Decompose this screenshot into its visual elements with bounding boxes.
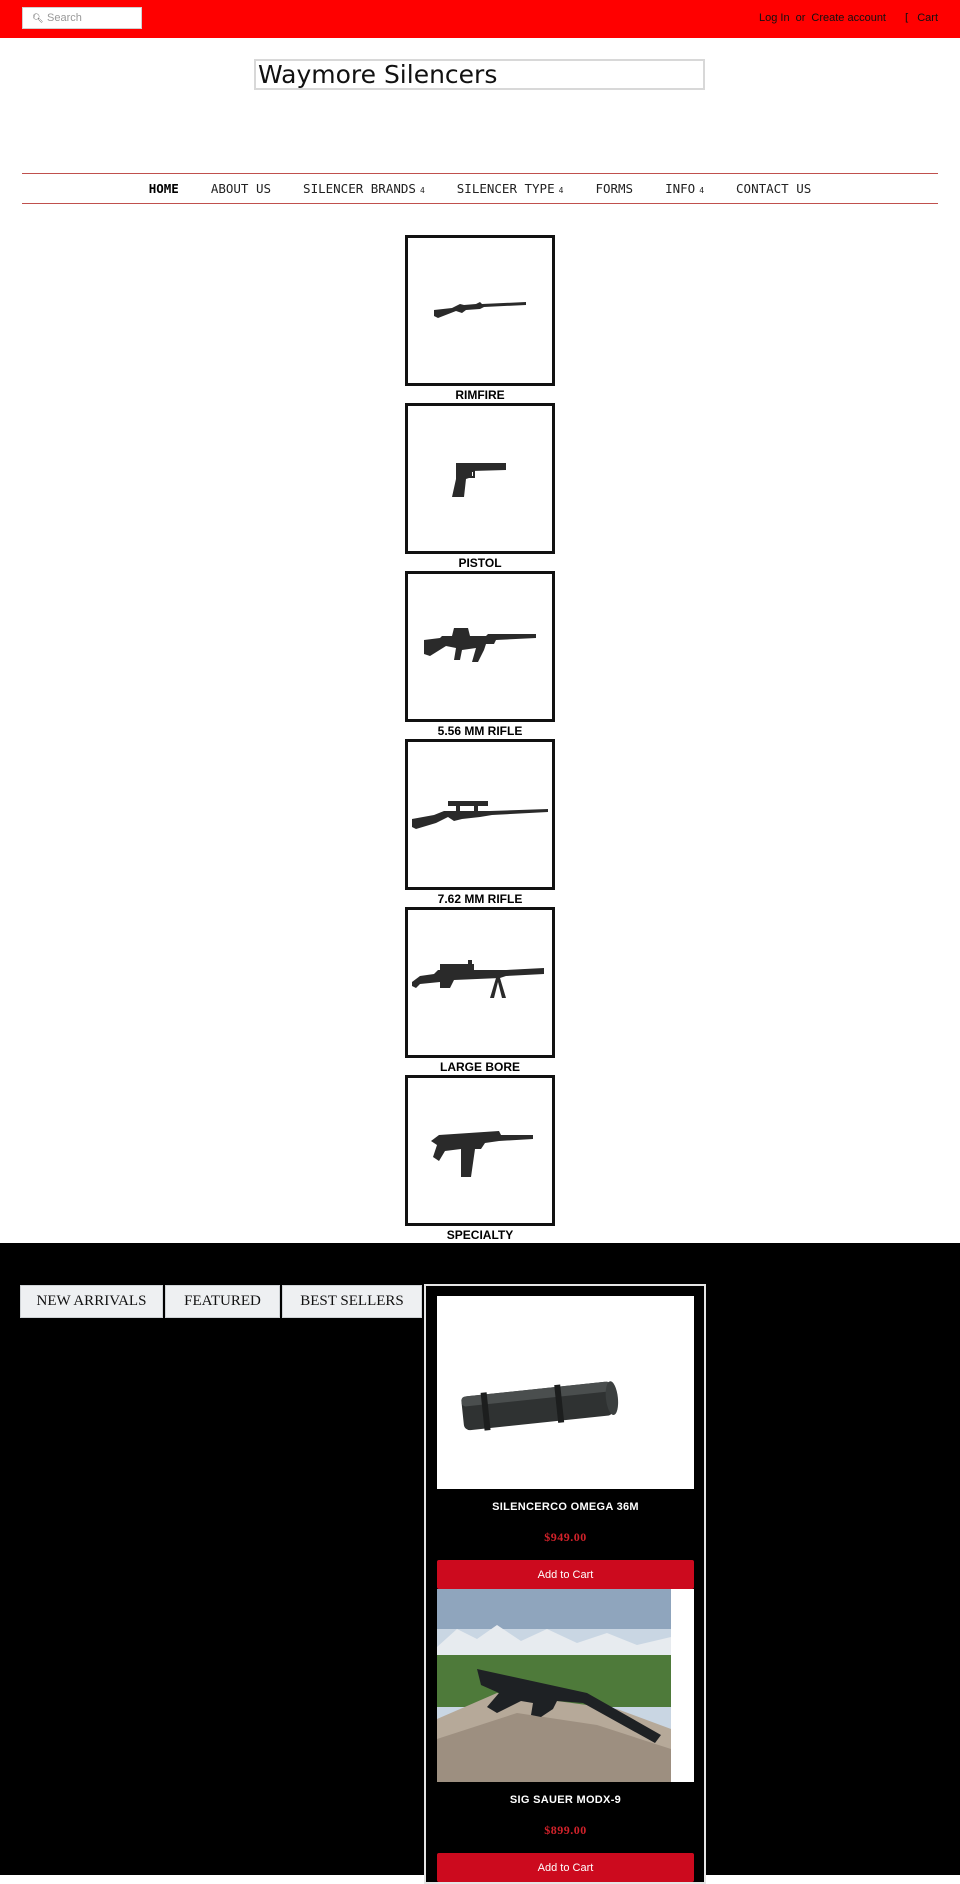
nav-item-silencer-type[interactable] <box>457 181 564 196</box>
tab-best-sellers[interactable]: BEST SELLERS <box>282 1285 422 1318</box>
nav-item-about-us[interactable] <box>211 181 271 196</box>
product-title[interactable]: SIG SAUER MODX-9 <box>509 1794 622 1806</box>
category-image-frame[interactable] <box>405 1075 555 1226</box>
product-list-panel <box>424 1284 706 1884</box>
category-label[interactable]: LARGE BORE <box>439 1060 520 1074</box>
cart-label[interactable]: Cart <box>917 12 938 24</box>
category-762-rifle[interactable] <box>405 739 555 906</box>
pistol-icon <box>450 457 510 501</box>
bolt-action-rifle-icon <box>410 797 550 833</box>
category-label[interactable]: SPECIALTY <box>446 1228 514 1242</box>
or-text: or <box>795 12 806 24</box>
category-pistol[interactable] <box>405 403 555 570</box>
ar15-rifle-icon <box>422 622 538 672</box>
nav-item-contact-us[interactable] <box>736 181 811 196</box>
top-bar <box>0 0 960 38</box>
search-box[interactable] <box>22 7 142 29</box>
silencer-product-image[interactable] <box>437 1296 694 1489</box>
login-link[interactable]: Log In <box>759 12 790 24</box>
nav-item-info[interactable] <box>665 181 704 196</box>
product-tabs <box>20 1285 424 1318</box>
search-input[interactable] <box>47 10 137 26</box>
nav-item-label[interactable]: SILENCER BRANDS <box>303 181 416 196</box>
cart-icon[interactable]: [ <box>904 11 910 24</box>
tab-new-arrivals[interactable]: NEW ARRIVALS <box>20 1285 163 1318</box>
category-label[interactable]: PISTOL <box>458 556 502 570</box>
nav-item-home[interactable] <box>149 181 179 196</box>
pistol-on-rock-product-image[interactable] <box>437 1589 694 1782</box>
rimfire-rifle-icon <box>432 296 528 326</box>
dropdown-caret-icon: 4 <box>558 186 564 195</box>
category-image-frame[interactable] <box>405 571 555 722</box>
category-label[interactable]: 7.62 MM RIFLE <box>437 892 523 906</box>
category-label[interactable]: 5.56 MM RIFLE <box>437 724 523 738</box>
product-title[interactable]: SILENCERCO OMEGA 36M <box>492 1501 639 1513</box>
main-nav <box>22 173 938 204</box>
silencer-image-graphic <box>437 1296 694 1489</box>
nav-item-label[interactable]: ABOUT US <box>210 181 272 196</box>
account-links <box>759 12 886 24</box>
category-image-frame[interactable] <box>405 403 555 554</box>
nav-item-silencer-brands[interactable] <box>303 181 425 196</box>
nav-item-label[interactable]: INFO <box>665 181 696 196</box>
nav-item-forms[interactable] <box>595 181 633 196</box>
create-account-link[interactable]: Create account <box>811 12 886 24</box>
product-price: $949.00 <box>544 1530 587 1544</box>
submachine-gun-icon <box>425 1121 535 1181</box>
nav-item-label[interactable]: CONTACT US <box>736 181 812 196</box>
add-to-cart-button[interactable]: Add to Cart <box>437 1560 694 1589</box>
product-card <box>437 1296 694 1589</box>
tab-featured[interactable]: FEATURED <box>165 1285 280 1318</box>
large-bore-rifle-icon <box>410 958 550 1008</box>
product-price: $899.00 <box>544 1823 587 1837</box>
nav-item-label[interactable]: FORMS <box>595 181 634 196</box>
nav-item-label[interactable]: SILENCER TYPE <box>456 181 555 196</box>
search-icon[interactable]: 🔍︎ <box>32 14 44 24</box>
category-label[interactable]: RIMFIRE <box>455 388 505 402</box>
category-rimfire[interactable] <box>405 235 555 402</box>
nav-item-label[interactable]: HOME <box>148 181 179 196</box>
category-large-bore[interactable] <box>405 907 555 1074</box>
add-to-cart-button[interactable]: Add to Cart <box>437 1853 694 1882</box>
category-556-rifle[interactable] <box>405 571 555 738</box>
cart-link[interactable] <box>905 11 938 24</box>
category-image-frame[interactable] <box>405 907 555 1058</box>
category-image-frame[interactable] <box>405 739 555 890</box>
pistol-image-graphic <box>437 1589 694 1782</box>
product-card <box>437 1589 694 1882</box>
dropdown-caret-icon: 4 <box>419 186 425 195</box>
category-image-frame[interactable] <box>405 235 555 386</box>
category-specialty[interactable] <box>405 1075 555 1242</box>
dropdown-caret-icon: 4 <box>699 186 705 195</box>
site-logo[interactable]: Waymore Silencers <box>254 59 705 90</box>
